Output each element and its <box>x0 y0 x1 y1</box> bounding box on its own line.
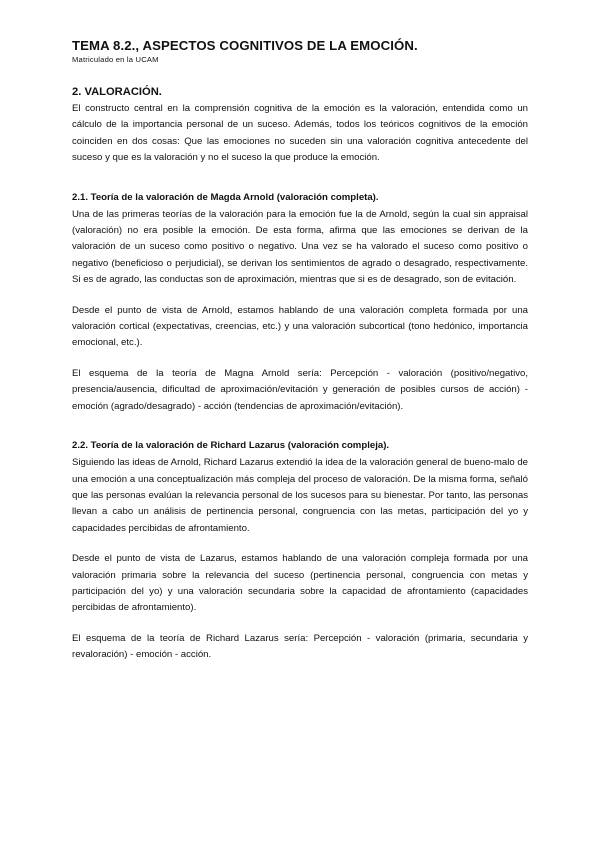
document-title: TEMA 8.2., ASPECTOS COGNITIVOS DE LA EMOCIÓN. <box>72 38 418 53</box>
arnold-paragraph-3: El esquema de la teoría de Magna Arnold sería: Percepción - valoración (positivo/negativo, presencia/ausencia, dificultad de aproximación/evitación y generación de posibles cursos de acción) - emoción (agrado/desagrado) - acción (tendencias de aproximación/evitación). <box>72 367 528 412</box>
section-heading: 2. VALORACIÓN. <box>72 86 162 98</box>
subsection-heading-lazarus: 2.2. Teoría de la valoración de Richard Lazarus (valoración compleja). <box>72 440 390 452</box>
section-intro-paragraph: El constructo central en la comprensión cognitiva de la emoción es la valoración, entendida como un cálculo de la importancia personal de un suceso. Además, todos los teóricos cognitivos de la emoción coinciden en dos cosas: Que las emociones no suceden sin una valoración cognitiva antecedente del suceso y que es la valoración y no el suceso la que produce la emoción. <box>72 103 528 164</box>
document-subtitle: Matriculado en la UCAM <box>72 55 159 64</box>
document-page <box>72 38 528 664</box>
arnold-paragraph-1: Una de las primeras teorías de la valoración para la emoción fue la de Arnold, según la cual sin appraisal (valoración) no era posible la emoción. De esta forma, afirma que las emociones se derivan de la valoración de un suceso como positivo o negativo. Una vez se ha valorado el suceso como positivo o negativo (beneficioso o perjudicial), se derivan los sentimientos de agrado o desagrado, respectivamente. Si es de agrado, las conductas son de aproximación, mientras que si es de desagrado, son de evitación. <box>72 208 528 286</box>
lazarus-paragraph-1: Siguiendo las ideas de Arnold, Richard Lazarus extendió la idea de la valoración general de bueno-malo de una emoción a una conceptualización más compleja del proceso de valoración. De la misma forma, señaló que las personas evalúan la relevancia personal de los sucesos para su bienestar. Por tanto, las personas llevan a cabo un análisis de pertinencia personal, congruencia con las metas, participación del yo y capacidades percibidas de afrontamiento. <box>72 457 529 534</box>
arnold-paragraph-2: Desde el punto de vista de Arnold, estamos hablando de una valoración completa formada por una valoración cortical (expectativas, creencias, etc.) y una valoración subcortical (tono hedónico, importancia emocional, etc.). <box>72 304 528 349</box>
lazarus-paragraph-2: Desde el punto de vista de Lazarus, estamos hablando de una valoración compleja formada por una valoración primaria sobre la relevancia del suceso (pertinencia personal, congruencia con metas y participación del yo) y una valoración secundaria sobre la capacidad de afrontamiento (capacidades percibidas de afrontamiento). <box>72 553 528 614</box>
lazarus-paragraph-3: El esquema de la teoría de Richard Lazarus sería: Percepción - valoración (primaria, secundaria y revaloración) - emoción - acción. <box>72 632 528 661</box>
subsection-heading-arnold: 2.1. Teoría de la valoración de Magda Arnold (valoración completa). <box>72 191 379 203</box>
